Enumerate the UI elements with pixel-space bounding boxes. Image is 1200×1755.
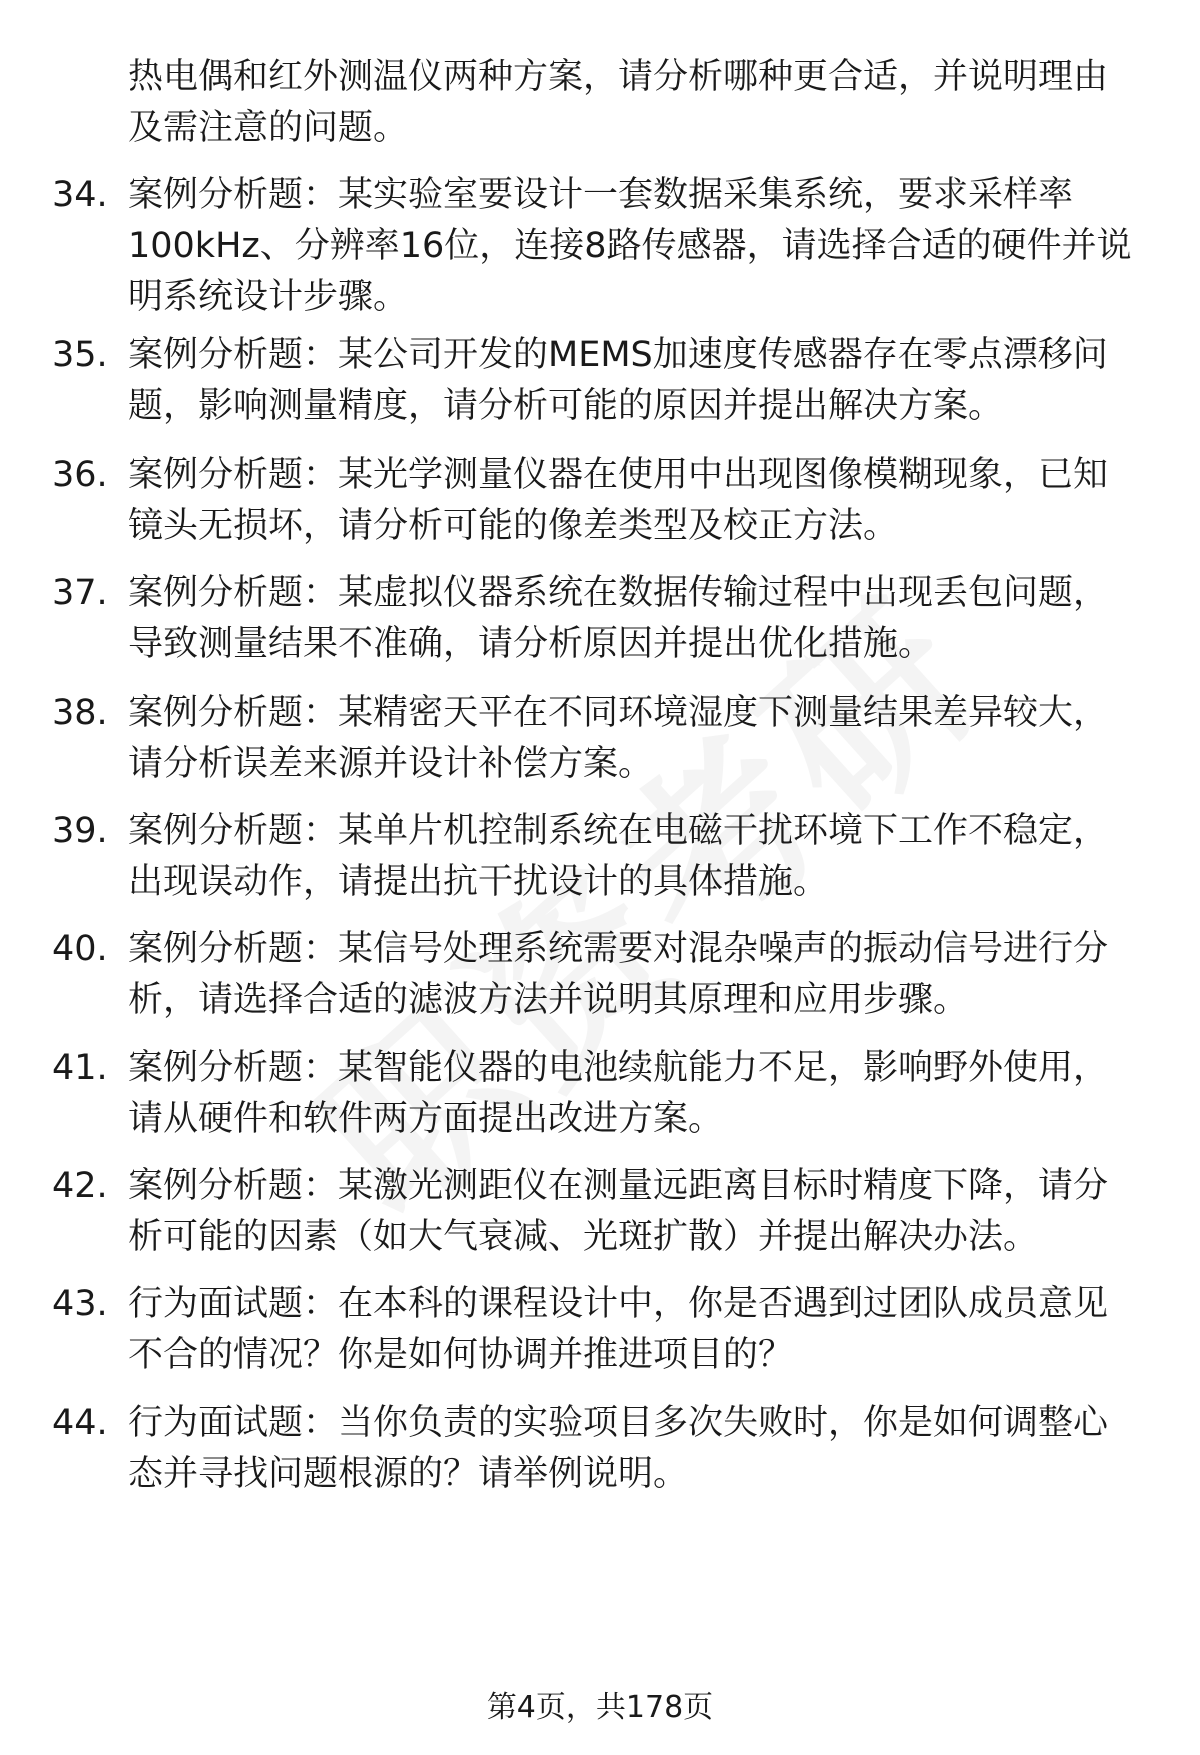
- question-number: 34.: [52, 175, 108, 215]
- question-number: 42.: [52, 1166, 108, 1206]
- question-number: 39.: [52, 811, 108, 851]
- question-text-line: 镜头无损坏，请分析可能的像差类型及校正方法。: [128, 506, 899, 546]
- question-text-line: 析，请选择合适的滤波方法并说明其原理和应用步骤。: [128, 980, 969, 1020]
- question-number: 41.: [52, 1048, 108, 1088]
- question-number: 43.: [52, 1284, 108, 1324]
- question-text-line: 案例分析题：某公司开发的MEMS加速度传感器存在零点漂移问: [128, 335, 1108, 375]
- question-text-line: 导致测量结果不准确，请分析原因并提出优化措施。: [128, 624, 934, 664]
- continuation-line: 热电偶和红外测温仪两种方案，请分析哪种更合适，并说明理由: [128, 57, 1109, 97]
- question-text-line: 案例分析题：某激光测距仪在测量远距离目标时精度下降，请分: [128, 1166, 1109, 1206]
- question-text-line: 100kHz、分辨率16位，连接8路传感器，请选择合适的硬件并说: [128, 226, 1132, 266]
- question-number: 44.: [52, 1403, 108, 1443]
- question-text-line: 案例分析题：某虚拟仪器系统在数据传输过程中出现丢包问题，: [128, 573, 1109, 613]
- question-text-line: 题，影响测量精度，请分析可能的原因并提出解决方案。: [128, 386, 1004, 426]
- question-text-line: 案例分析题：某智能仪器的电池续航能力不足，影响野外使用，: [128, 1048, 1109, 1088]
- question-text-line: 案例分析题：某光学测量仪器在使用中出现图像模糊现象，已知: [128, 455, 1109, 495]
- question-text-line: 行为面试题：当你负责的实验项目多次失败时，你是如何调整心: [128, 1403, 1109, 1443]
- question-text-line: 不合的情况？你是如何协调并推进项目的？: [128, 1335, 794, 1375]
- question-text-line: 请从硬件和软件两方面提出改进方案。: [128, 1099, 724, 1139]
- question-text-line: 行为面试题：在本科的课程设计中，你是否遇到过团队成员意见: [128, 1284, 1109, 1324]
- question-number: 37.: [52, 573, 108, 613]
- question-text-line: 案例分析题：某精密天平在不同环境湿度下测量结果差异较大，: [128, 693, 1109, 733]
- question-number: 38.: [52, 693, 108, 733]
- question-text-line: 出现误动作，请提出抗干扰设计的具体措施。: [128, 862, 829, 902]
- question-text-line: 案例分析题：某实验室要设计一套数据采集系统，要求采样率: [128, 175, 1074, 215]
- question-text-line: 案例分析题：某信号处理系统需要对混杂噪声的振动信号进行分: [128, 929, 1109, 969]
- question-number: 36.: [52, 455, 108, 495]
- question-text-line: 案例分析题：某单片机控制系统在电磁干扰环境下工作不稳定，: [128, 811, 1109, 851]
- question-text-line: 请分析误差来源并设计补偿方案。: [128, 744, 654, 784]
- continuation-line: 及需注意的问题。: [128, 108, 409, 148]
- question-text-line: 析可能的因素（如大气衰减、光斑扩散）并提出解决办法。: [128, 1217, 1039, 1257]
- page-number-footer: 第4页，共178页: [486, 1690, 714, 1725]
- question-text-line: 明系统设计步骤。: [128, 277, 409, 317]
- question-text-line: 态并寻找问题根源的？请举例说明。: [128, 1454, 689, 1494]
- question-number: 40.: [52, 929, 108, 969]
- question-number: 35.: [52, 335, 108, 375]
